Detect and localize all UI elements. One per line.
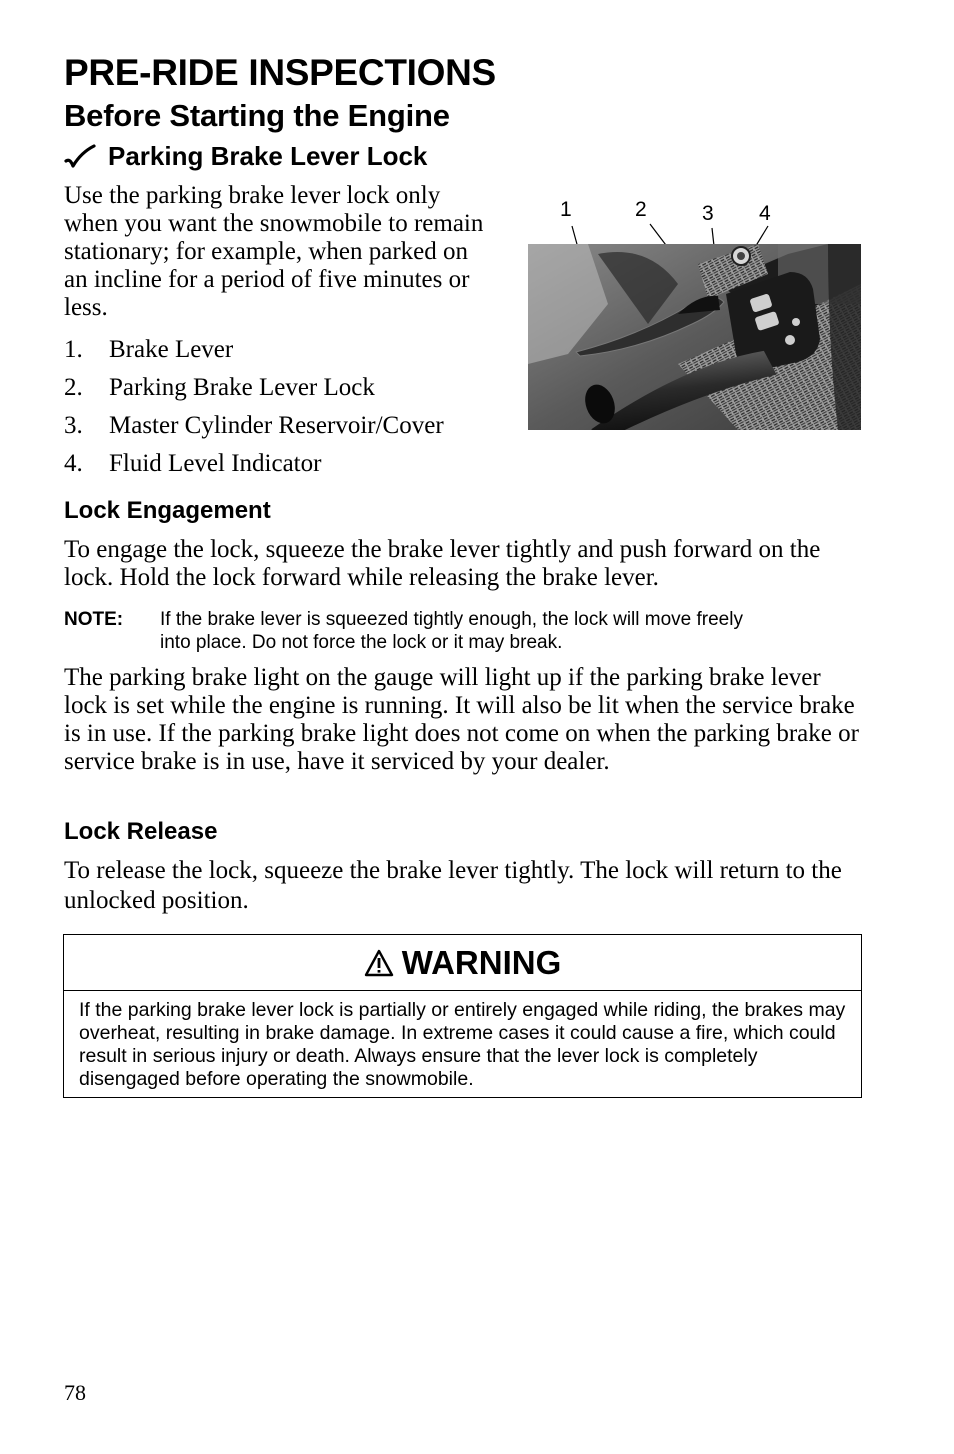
list-item-label: Brake Lever xyxy=(109,336,234,363)
list-item-number: 4. xyxy=(64,450,83,477)
topic-title: Parking Brake Lever Lock xyxy=(108,141,428,171)
section-title: PRE-RIDE INSPECTIONS xyxy=(64,52,496,93)
callout-4: 4 xyxy=(759,202,771,225)
note-line-1: If the brake lever is squeezed tightly enough, the lock will move freely xyxy=(160,609,743,630)
page-number: 78 xyxy=(64,1380,86,1405)
list-item-number: 2. xyxy=(64,374,83,401)
lock-engagement-heading: Lock Engagement xyxy=(64,497,271,524)
intro-paragraph: Use the parking brake lever lock only when you want the snowmobile to remain stationary; for example, when parked on an incline for a period of five minutes or less. xyxy=(64,182,484,321)
lock-release-heading: Lock Release xyxy=(64,818,218,845)
list-item xyxy=(64,374,504,412)
handlebar-control-photo xyxy=(528,244,861,430)
warning-box xyxy=(63,934,862,1098)
list-item xyxy=(64,450,504,488)
lock-engagement-text: To engage the lock, squeeze the brake lever tightly and push forward on the lock. Hold the lock forward while releasing the brake lever. xyxy=(64,536,821,591)
list-item-label: Fluid Level Indicator xyxy=(109,450,322,477)
note-label: NOTE: xyxy=(64,609,124,630)
lock-release-text: To release the lock, squeeze the brake lever tightly. The lock will return to the unlocked position. xyxy=(64,857,842,914)
list-item-label: Parking Brake Lever Lock xyxy=(109,374,375,401)
parking-light-text: The parking brake light on the gauge will light up if the parking brake lever lock is set while the engine is running. It will also be lit when the service brake is in use. If the parking brake light does not come on when the parking brake or service brake is in use, have it serviced by your dealer. xyxy=(64,664,859,775)
list-item-label: Master Cylinder Reservoir/Cover xyxy=(109,412,444,439)
checkmark-icon xyxy=(64,144,96,170)
note-line-2: into place. Do not force the lock or it may break. xyxy=(160,632,563,653)
callout-1: 1 xyxy=(560,198,572,221)
list-item xyxy=(64,336,504,374)
warning-header xyxy=(64,935,861,991)
list-item-number: 3. xyxy=(64,412,83,439)
list-item xyxy=(64,412,504,450)
parts-list xyxy=(64,336,504,488)
callout-2: 2 xyxy=(635,198,647,221)
warning-text: If the parking brake lever lock is partially or entirely engaged while riding, the brakes may overheat, resulting in brake damage. In extreme cases it could cause a fire, which could result in serious injury or death. Always ensure that the lever lock is completely disengaged before operating the snowmobile. xyxy=(79,999,846,1090)
brake-lever-figure xyxy=(528,198,862,430)
note-block xyxy=(64,608,864,654)
subsection-title: Before Starting the Engine xyxy=(64,98,450,133)
list-item-number: 1. xyxy=(64,336,83,363)
callout-3: 3 xyxy=(702,202,714,225)
topic-heading xyxy=(64,141,427,172)
warning-title: WARNING xyxy=(401,943,562,981)
warning-triangle-icon xyxy=(364,949,394,977)
